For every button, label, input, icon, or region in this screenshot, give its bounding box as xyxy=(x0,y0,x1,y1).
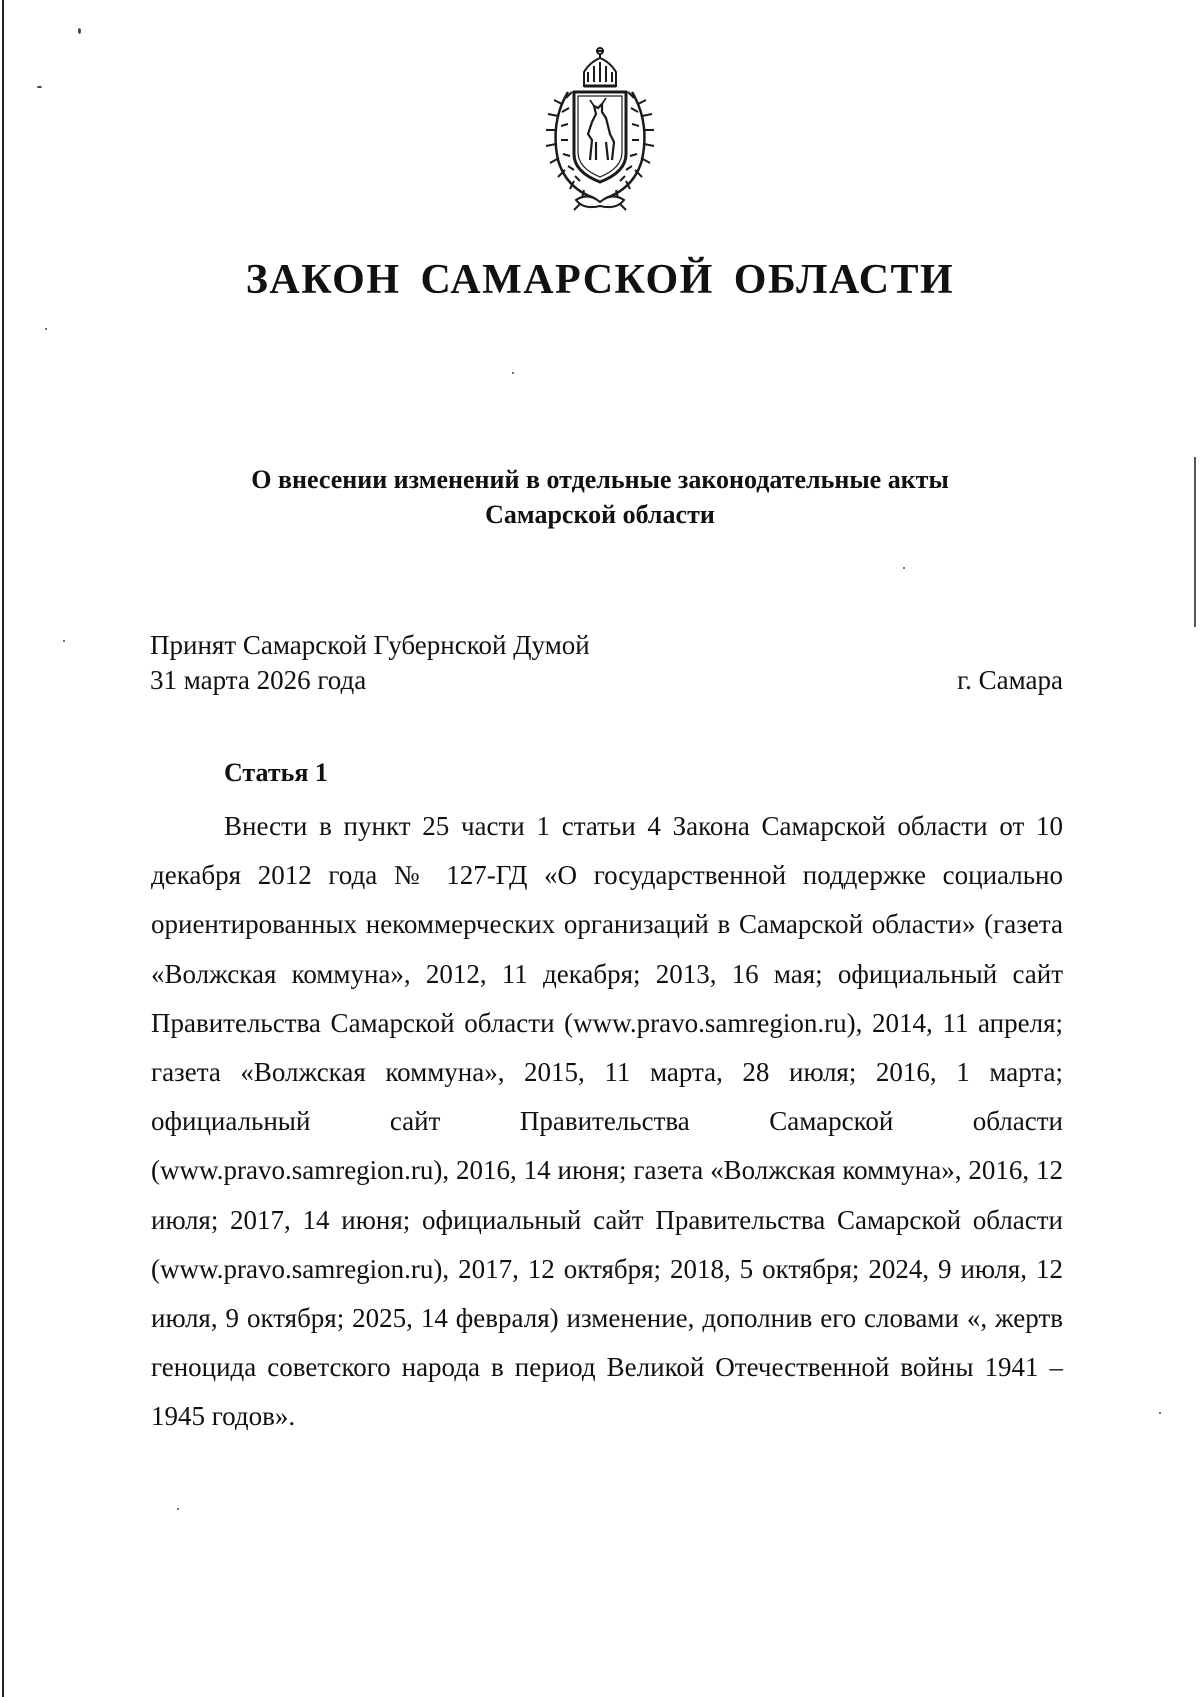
subtitle-line: О внесении изменений в отдельные законодательные акты xyxy=(251,465,949,494)
subtitle-line: Самарской области xyxy=(485,500,715,529)
page-left-edge-line xyxy=(2,0,4,1697)
document-subtitle xyxy=(150,462,1050,532)
scan-speck xyxy=(903,567,905,569)
adopted-by: Принят Самарской Губернской Думой xyxy=(150,630,590,660)
scan-speck xyxy=(78,28,81,34)
article-heading: Статья 1 xyxy=(224,758,328,787)
scan-speck xyxy=(177,1508,179,1510)
scan-speck xyxy=(37,86,42,88)
samara-coat-of-arms-icon xyxy=(532,42,668,217)
city-of-adoption: г. Самара xyxy=(957,665,1063,695)
scan-speck xyxy=(63,640,65,642)
scan-speck xyxy=(45,328,47,330)
adopted-date: 31 марта 2026 года xyxy=(150,665,367,695)
document-title: ЗАКОН САМАРСКОЙ ОБЛАСТИ xyxy=(245,257,955,303)
scan-speck xyxy=(1159,1412,1161,1414)
adoption-info xyxy=(150,628,590,698)
scan-margin-mark xyxy=(1194,457,1196,627)
article-body-text: Внести в пункт 25 части 1 статьи 4 Закона Самарской области от 10 декабря 2012 года № 127-ГД «О государственной поддержке социально ориентированных некоммерческих организаций в Самарской области» (газета «Волжская коммуна», 2012, 11 декабря; 2013, 16 мая; официальный сайт Правительства Самарской области (www.pravo.samregion.ru), 2014, 11 апреля; газета «Волжская коммуна», 2015, 11 марта, 28 июля; 2016, 1 марта; официальный сайт Правительства Самарской области (www.pravo.samregion.ru), 2016, 14 июня; газета «Волжская коммуна», 2016, 12 июля; 2017, 14 июня; официальный сайт Правительства Самарской области (www.pravo.samregion.ru), 2017, 12 октября; 2018, 5 октября; 2024, 9 июля, 12 июля, 9 октября; 2025, 14 февраля) изменение, дополнив его словами «, жертв геноцида советского народа в период Великой Отечественной войны 1941 – 1945 годов». xyxy=(151,811,1063,1432)
scan-speck xyxy=(512,372,514,374)
